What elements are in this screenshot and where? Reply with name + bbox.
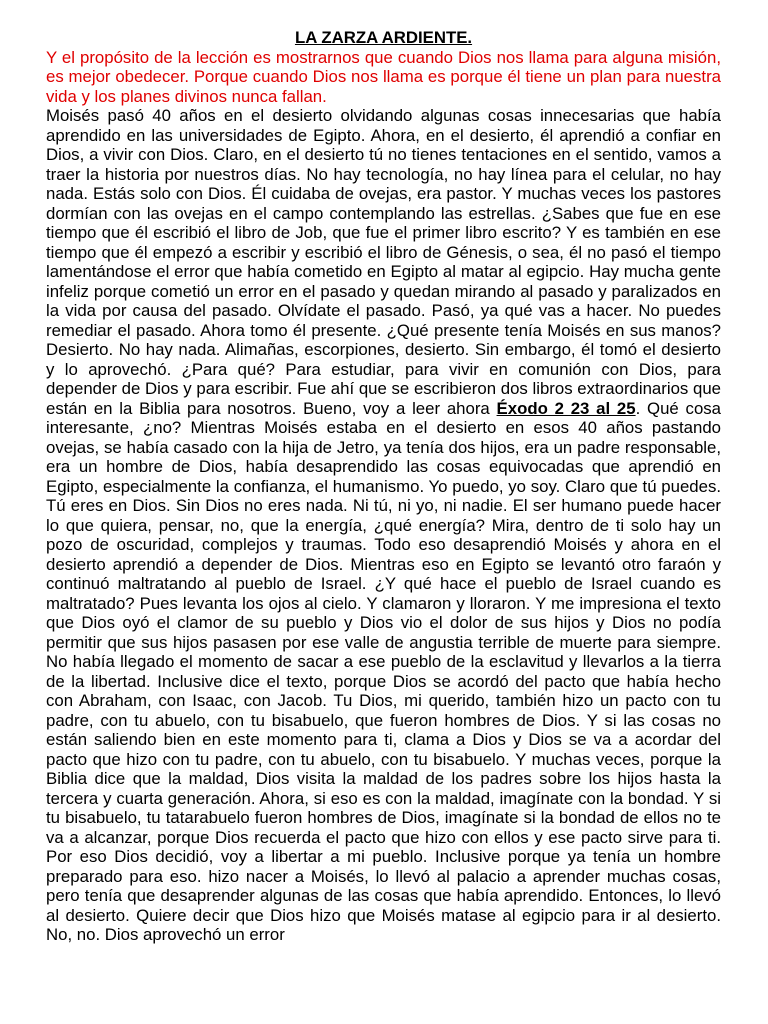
body-paragraph: [46, 106, 721, 945]
intro-paragraph: Y el propósito de la lección es mostrarnos que cuando Dios nos llama para alguna misión, es mejor obedecer. Porque cuando Dios nos llama es porque él tiene un plan para nuestra vida y los planes divinos nunca fallan.: [46, 47, 721, 106]
scripture-reference: Éxodo 2 23 al 25: [496, 398, 636, 418]
body-text-before: Moisés pasó 40 años en el desierto olvidando algunas cosas innecesarias que había aprendido en las universidades de Egipto. Ahora, en el desierto, él aprendió a confiar en Dios, a vivir con Dios. Claro, en el desierto tú no tienes tentaciones en el sentido, vamos a traer la historia por nuestros días. No hay tecnología, no hay línea para el celular, no hay nada. Estás solo con Dios. Él cuidaba de ovejas, era pastor. Y muchas veces los pastores dormían con las ovejas en el campo contemplando las estrellas. ¿Sabes que fue en ese tiempo que él escribió el libro de Job, que fue el primer libro escrito? Y es también en ese tiempo que él empezó a escribir y escribió el libro de Génesis, o sea, él no pasó el tiempo lamentándose el error que había cometido en Egipto al matar al egipcio. Hay mucha gente infeliz porque cometió un error en el pasado y quedan mirando al pasado y paralizados en la vida por causa del pasado. Olvídate el pasado. Pasó, ya qué vas a hacer. No puedes remediar el pasado. Ahora tomo él presente. ¿Qué presente tenía Moisés en sus manos? Desierto. No hay nada. Alimañas, escorpiones, desierto. Sin embargo, él tomó el desierto y lo aprovechó. ¿Para qué? Para estudiar, para vivir en comunión con Dios, para depender de Dios y para escribir. Fue ahí que se escribieron dos libros extraordinarios que están en la Biblia para nosotros. Bueno, voy a leer ahora: [46, 106, 721, 418]
document-title: LA ZARZA ARDIENTE.: [294, 28, 473, 47]
body-text-after: . Qué cosa interesante, ¿no? Mientras Moisés estaba en el desierto en esos 40 años pastando ovejas, se había casado con la hija de Jetro, ya tenía dos hijos, era un padre responsable, era un hombre de Dios, había desaprendido las cosas equivocadas que aprendió en Egipto, especialmente la confianza, el humanismo. Yo puedo, yo soy. Claro que tú puedes. Tú eres en Dios. Sin Dios no eres nada. Ni tú, ni yo, ni nadie. El ser humano puede hacer lo que quiera, pensar, no, que la energía, ¿qué energía? Mira, dentro de ti solo hay un pozo de oscuridad, complejos y traumas. Todo eso desaprendió Moisés y ahora en el desierto aprendió a depender de Dios. Mientras eso en Egipto se levantó otro faraón y continuó maltratando al pueblo de Israel. ¿Y qué hace el pueblo de Israel cuando es maltratado? Pues levanta los ojos al cielo. Y clamaron y lloraron. Y me impresiona el texto que Dios oyó el clamor de su pueblo y Dios vio el dolor de sus hijos y Dios no podía permitir que sus hijos pasasen por ese valle de angustia terrible de muerte para siempre. No había llegado el momento de sacar a ese pueblo de la esclavitud y llevarlos a la tierra de la libertad. Inclusive dice el texto, porque Dios se acordó del pacto que había hecho con Abraham, con Isaac, con Jacob. Tu Dios, mi querido, también hizo un pacto con tu padre, con tu abuelo, con tu bisabuelo, que fueron hombres de Dios. Y si las cosas no están saliendo bien en este momento para ti, clama a Dios y Dios se va a acordar del pacto que hizo con tu padre, con tu abuelo, con tu bisabuelo. Y muchas veces, porque la Biblia dice que la maldad, Dios visita la maldad de los padres sobre los hijos hasta la tercera y cuarta generación. Ahora, si eso es con la maldad, imagínate con la bondad. Y si tu bisabuelo, tu tatarabuelo fueron hombres de Dios, imagínate si la bondad de ellos no te va a alcanzar, porque Dios recuerda el pacto que hizo con ellos y ese pacto sirve para ti. Por eso Dios decidió, voy a libertar a mi pueblo. Inclusive porque ya tenía un hombre preparado para eso. hizo nacer a Moisés, lo llevó al palacio a aprender muchas cosas, pero tenía que desaprender algunas de las cosas que había aprendido. Entonces, lo llevó al desierto. Quiere decir que Dios hizo que Moisés matase al egipcio para ir al desierto. No, no. Dios aprovechó un error: [46, 398, 721, 944]
document-page: [46, 28, 721, 945]
